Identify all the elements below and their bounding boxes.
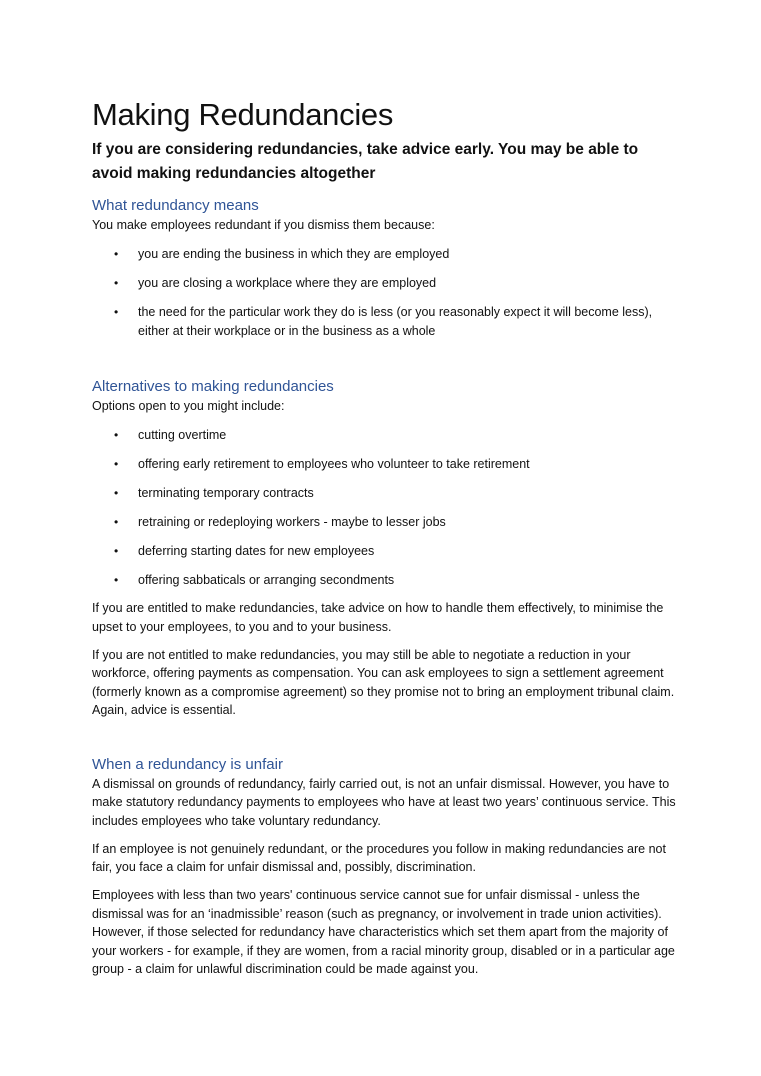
bullet-icon: • [114,276,119,290]
bullet-icon: • [114,515,119,529]
section-heading-unfair-redundancy: When a redundancy is unfair [92,755,283,773]
list-item: • cutting overtime [92,426,677,445]
bullet-list [92,245,677,340]
body-paragraph: If you are entitled to make redundancies, take advice on how to handle them effectively, to minimise the upset to your employees, to you and to your business. [92,601,664,634]
bullet-icon: • [114,544,119,558]
list-item: • deferring starting dates for new employees [92,542,677,561]
list-item: • you are closing a workplace where they are employed [92,274,677,293]
bullet-icon: • [114,486,119,500]
list-item: • the need for the particular work they do is less (or you reasonably expect it will become less), either at their workplace or in the business as a whole [114,305,653,338]
list-item: • offering early retirement to employees who volunteer to take retirement [92,455,677,474]
page-subtitle: If you are considering redundancies, take advice early. You may be able to avoid making redundancies altogether [92,141,639,182]
list-item: • retraining or redeploying workers - maybe to lesser jobs [92,513,677,532]
bullet-list [92,426,677,590]
list-item: • you are ending the business in which they are employed [92,245,677,264]
list-item: • terminating temporary contracts [92,484,677,503]
page-title: Making Redundancies [92,97,394,132]
body-paragraph: If you are not entitled to make redundancies, you may still be able to negotiate a reduction in your workforce, offering payments as compensation. You can ask employees to sign a settlement agreement (formerly known as a compromise agreement) so they promise not to bring an employment tribunal claim. Again, advice is essential. [92,647,675,717]
section-heading-redundancy-meaning: What redundancy means [92,197,259,214]
list-item: • offering sabbaticals or arranging secondments [92,571,677,590]
body-paragraph: A dismissal on grounds of redundancy, fairly carried out, is not an unfair dismissal. However, you have to make statutory redundancy payments to employees who have at least two years’ continuous service. This includes employees who take voluntary redundancy. [92,776,676,828]
body-paragraph: Employees with less than two years' continuous service cannot sue for unfair dismissal - unless the dismissal was for an ‘inadmissible’ reason (such as pregnancy, or involvement in trade union activities). However, if those selected for redundancy have characteristics which set them apart from the majority of your workers - for example, if they are women, from a racial minority group, disabled or in a particular age group - a claim for unlawful discrimination could be made against you. [92,888,675,976]
bullet-icon: • [114,247,119,261]
section-heading-alternatives: Alternatives to making redundancies [92,378,334,395]
bullet-icon: • [114,573,119,587]
bullet-icon: • [114,305,119,319]
bullet-icon: • [114,457,119,471]
section-intro: You make employees redundant if you dismiss them because: [92,218,435,232]
document-body [92,95,677,979]
body-paragraph: If an employee is not genuinely redundant, or the procedures you follow in making redundancies are not fair, you face a claim for unfair dismissal and, possibly, discrimination. [92,841,666,874]
bullet-icon: • [114,428,119,442]
section-intro: Options open to you might include: [92,399,285,413]
